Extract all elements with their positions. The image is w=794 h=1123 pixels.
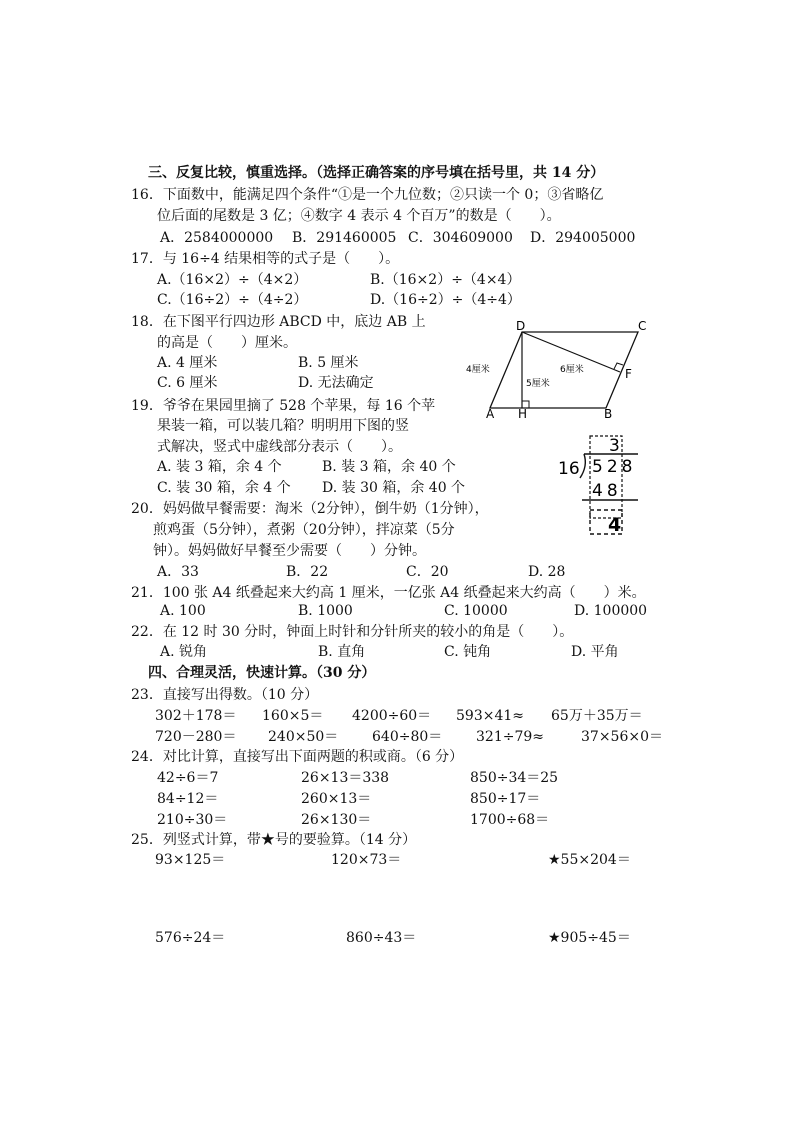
q24-c1-3: 210÷30＝ [157,812,228,828]
q23-r2-3: 640÷80＝ [372,729,443,745]
section-3-title: 三、反复比较，慎重选择。（选择正确答案的序号填在括号里，共 14 分） [148,165,605,181]
q20-line3: 钟）。妈妈做好早餐至少需要（ ）分钟。 [153,543,426,559]
q20-line2: 煎鸡蛋（5分钟），煮粥（20分钟），拌凉菜（5分 [153,522,455,538]
q24-c3-1: 850÷34＝25 [470,770,559,786]
q18-line2: 的高是（ ）厘米。 [157,335,297,351]
label-5cm: 5厘米 [526,379,550,389]
q17-line1: 17．与 16÷4 结果相等的式子是（ ）。 [131,251,400,267]
q17-option-d: D.（16÷2）÷（4÷4） [370,292,521,308]
label-f: F [625,367,632,381]
label-6cm: 6厘米 [560,365,584,375]
q24-c3-3: 1700÷68＝ [470,812,550,828]
q21-option-c: C. 10000 [444,603,508,619]
q18-option-c: C. 6 厘米 [157,375,218,391]
q22-option-a: A. 锐角 [160,644,208,660]
q18-option-b: B. 5 厘米 [298,355,359,371]
q24-c2-2: 260×13＝ [301,791,372,807]
q23-r2-4: 321÷79≈ [476,729,544,745]
q23-r1-5: 65万＋35万＝ [551,708,643,724]
division-dividend: 528 [592,457,637,477]
q25-r2-1: 576÷24＝ [155,930,226,946]
q19-option-c: C. 装 30 箱，余 4 个 [157,480,291,496]
q22-option-c: C. 钝角 [444,644,492,660]
label-a: A [486,407,495,421]
q22-option-b: B. 直角 [318,644,366,660]
section-4-title: 四、合理灵活，快速计算。（30 分） [148,665,376,681]
q23-r1-3: 4200÷60＝ [352,708,432,724]
q16-option-c: C．304609000 [408,230,513,246]
q25-line1: 25．列竖式计算，带★号的要验算。（14 分） [131,832,417,848]
q17-option-c: C.（16÷2）÷（4÷2） [157,292,308,308]
q17-option-b: B.（16×2）÷（4×4） [370,272,521,288]
q18-line1: 18．在下图平行四边形 ABCD 中，底边 AB 上 [131,314,426,330]
q19-option-b: B. 装 3 箱，余 40 个 [322,459,456,475]
q23-r1-4: 593×41≈ [456,708,524,724]
division-divisor: 16 [558,459,580,479]
q24-c2-1: 26×13＝338 [301,770,390,786]
q21-option-a: A. 100 [160,603,206,619]
q20-option-c: C．20 [406,564,449,580]
q24-c1-1: 42÷6＝7 [157,770,219,786]
q22-option-d: D. 平角 [571,644,619,660]
q18-option-d: D. 无法确定 [298,375,374,391]
q16-option-d: D．294005000 [530,230,636,246]
label-c: C [638,320,647,333]
q16-option-a: A．2584000000 [160,230,274,246]
q23-r2-5: 37×56×0＝ [581,729,663,745]
q23-line1: 23．直接写出得数。（10 分） [131,687,319,703]
q16-line2: 位后面的尾数是 3 亿；④数字 4 表示 4 个百万”的数是（ ）。 [157,208,561,224]
q19-line3: 式解决，竖式中虚线部分表示（ ）。 [157,439,402,455]
label-d: D [516,320,526,333]
q16-option-b: B．291460005 [292,230,397,246]
q23-r2-1: 720－280＝ [155,729,237,745]
q17-option-a: A.（16×2）÷（4×2） [157,272,308,288]
q20-line1: 20．妈妈做早餐需要：淘米（2分钟），倒牛奶（1分钟）， [131,501,489,517]
q20-option-a: A．33 [157,564,199,580]
q23-r1-1: 302＋178＝ [155,708,237,724]
q19-option-a: A. 装 3 箱，余 4 个 [157,459,282,475]
q19-option-d: D. 装 30 箱，余 40 个 [322,480,466,496]
parallelogram-figure [462,320,652,422]
label-h: H [518,407,528,421]
q18-option-a: A. 4 厘米 [157,355,218,371]
q24-c3-2: 850÷17＝ [470,791,541,807]
q25-r1-1: 93×125＝ [155,852,226,868]
q21-line1: 21．100 张 A4 纸叠起来大约高 1 厘米，一亿张 A4 纸叠起来大约高（ ）米。 [131,585,646,601]
q23-r2-2: 240×50＝ [268,729,339,745]
q20-option-d: D. 28 [528,564,566,580]
q21-option-b: B. 1000 [298,603,353,619]
q25-r1-3: ★55×204＝ [548,852,631,868]
long-division-figure [556,432,656,540]
q16-line1: 16．下面数中，能满足四个条件“①是一个九位数；②只读一个 0；③省略亿 [131,187,604,203]
division-remainder: 4 [608,514,622,536]
label-4cm: 4厘米 [466,365,490,375]
q24-c1-2: 84÷12＝ [157,791,219,807]
q24-c2-3: 26×130＝ [301,812,372,828]
label-b: B [604,407,613,421]
division-product: 48 [592,481,622,501]
q25-r1-2: 120×73＝ [331,852,402,868]
q20-option-b: B．22 [286,564,329,580]
q25-r2-3: ★905÷45＝ [548,930,631,946]
q19-line1: 19．爷爷在果园里摘了 528 个苹果，每 16 个苹 [131,398,436,414]
q22-line1: 22．在 12 时 30 分时，钟面上时针和分针所夹的较小的角是（ ）。 [131,624,574,640]
q19-line2: 果装一箱，可以装几箱？明明用下图的竖 [157,418,409,434]
q21-option-d: D. 100000 [574,603,648,619]
q24-line1: 24．对比计算，直接写出下面两题的积或商。（6 分） [131,749,464,765]
q25-r2-2: 860÷43＝ [346,930,417,946]
division-quotient: 3 [609,436,620,456]
q23-r1-2: 160×5＝ [262,708,324,724]
